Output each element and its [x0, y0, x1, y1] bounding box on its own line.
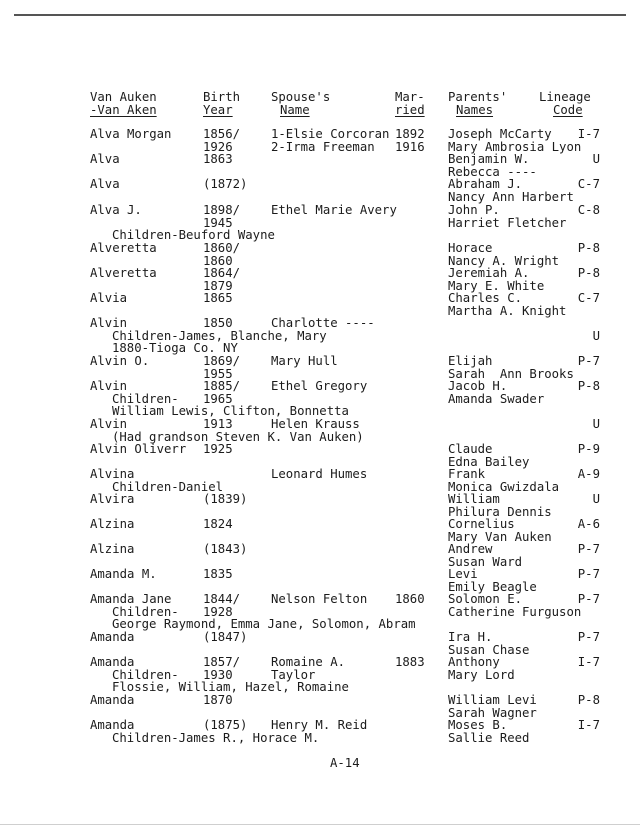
entry-birth-year: (1847) [203, 630, 248, 644]
header-married-line1: Mar- [395, 90, 425, 104]
entry-parents-name: Benjamin W. [448, 152, 530, 166]
entry-name: Amanda M. [90, 567, 157, 581]
entry-birth-year: 1925 [203, 442, 233, 456]
entry-parents-name: Susan Chase [448, 642, 530, 657]
entry-name: Alveretta [90, 266, 157, 280]
entry-birth-year: 1930 [203, 667, 233, 682]
entry-note: Children-James R., Horace M. [112, 730, 320, 745]
entry-parents-name: Joseph McCarty [448, 127, 552, 141]
entry-parents-name: Harriet Fletcher [448, 215, 567, 230]
entry-note: Children-James, Blanche, Mary [112, 328, 327, 343]
entry-name: Amanda [90, 693, 135, 707]
entry-spouse-name: Romaine A. [271, 655, 346, 669]
header-birth-line1: Birth [203, 90, 241, 104]
entry-married-year: 1892 [395, 127, 425, 141]
entry-birth-year: 1860/ [203, 241, 241, 255]
header-name-line2: -Van Aken [90, 103, 157, 117]
entry-name: Alvina [90, 467, 135, 481]
entry-parents-name: Horace [448, 241, 493, 255]
entry-birth-year: (1839) [203, 492, 248, 506]
entry-note: George Raymond, Emma Jane, Solomon, Abram [112, 617, 416, 632]
entry-birth-year: 1850 [203, 316, 233, 330]
entry-name: Alva J. [90, 203, 142, 217]
entry-parents-name: Andrew [448, 542, 493, 556]
entry-married-year: 1916 [395, 139, 425, 154]
entry-lineage-code: I-7 [577, 655, 600, 669]
entry-parents-name: Sarah Ann Brooks [448, 366, 574, 381]
entry-name: Alvin Oliverr [90, 442, 187, 456]
entry-name: Amanda [90, 630, 135, 644]
entry-birth-year: 1879 [203, 278, 233, 293]
entry-spouse-name: Charlotte ---- [271, 316, 375, 330]
header-parents-line1: Parents' [448, 90, 508, 104]
entry-parents-name: Sallie Reed [448, 730, 530, 745]
entry-parents-name: Levi [448, 567, 478, 581]
entry-birth-year: 1913 [203, 417, 233, 431]
entry-name: Alvin [90, 316, 128, 330]
entry-name: Alvira [90, 492, 135, 506]
entry-birth-year: 1898/ [203, 203, 241, 217]
entry-parents-name: Martha A. Knight [448, 303, 567, 318]
top-rule [14, 14, 626, 16]
entry-parents-name: Ira H. [448, 630, 493, 644]
entry-birth-year: 1860 [203, 253, 233, 268]
bottom-rule [0, 824, 640, 825]
entry-parents-name: Mary Ambrosia Lyon [448, 139, 582, 154]
entry-parents-name: William Levi [448, 693, 537, 707]
entry-name: Alva Morgan [90, 127, 172, 141]
entry-parents-name: Cornelius [448, 517, 515, 531]
entry-note: (Had grandson Steven K. Van Auken) [112, 429, 364, 444]
entry-name: Alva [90, 177, 120, 191]
entry-spouse-name: Ethel Marie Avery [271, 203, 397, 217]
entry-spouse-name: Taylor [271, 667, 316, 682]
entry-birth-year: (1843) [203, 542, 248, 556]
entry-parents-name: John P. [448, 203, 500, 217]
entry-birth-year: 1824 [203, 517, 233, 531]
entry-spouse-name: Nelson Felton [271, 592, 368, 606]
entry-spouse-name: Ethel Gregory [271, 379, 368, 393]
entry-birth-year: 1945 [203, 215, 233, 230]
entry-birth-year: 1856/ [203, 127, 241, 141]
entry-parents-name: Mary Lord [448, 667, 515, 682]
entry-lineage-code: P-7 [577, 354, 600, 368]
header-spouse-line1: Spouse's [271, 90, 331, 104]
entry-married-year: 1860 [395, 592, 425, 606]
entry-birth-year: 1865 [203, 291, 233, 305]
entry-parents-name: Rebecca ---- [448, 164, 537, 179]
entry-note: Children- [112, 391, 179, 406]
entry-lineage-code: C-7 [577, 177, 600, 191]
entry-parents-name: Philura Dennis [448, 504, 552, 519]
entry-parents-name: Nancy A. Wright [448, 253, 560, 268]
entry-birth-year: 1870 [203, 693, 233, 707]
entry-name: Amanda [90, 655, 135, 669]
entry-name: Alvin [90, 379, 128, 393]
entry-lineage-code: P-7 [577, 630, 600, 644]
entry-birth-year: 1965 [203, 391, 233, 406]
entry-lineage-code: U [592, 417, 600, 431]
entry-parents-name: Mary Van Auken [448, 529, 552, 544]
entry-name: Alvin [90, 417, 128, 431]
entry-birth-year: 1844/ [203, 592, 241, 606]
entry-name: Alvia [90, 291, 128, 305]
entry-parents-name: Monica Gwizdala [448, 479, 560, 494]
entry-parents-name: Catherine Furguson [448, 604, 582, 619]
entry-lineage-code: P-8 [577, 379, 600, 393]
entry-spouse-name: 2-Irma Freeman [271, 139, 375, 154]
entry-spouse-name: 1-Elsie Corcoran [271, 127, 390, 141]
entry-parents-name: Abraham J. [448, 177, 523, 191]
entry-lineage-code: P-9 [577, 442, 600, 456]
entry-parents-name: Anthony [448, 655, 500, 669]
entry-note: Children- [112, 604, 179, 619]
entry-lineage-code: P-7 [577, 592, 600, 606]
entry-birth-year: 1835 [203, 567, 233, 581]
entry-lineage-code: P-8 [577, 266, 600, 280]
entry-lineage-code: U [592, 328, 600, 343]
entry-lineage-code: A-6 [577, 517, 600, 531]
entry-birth-year: 1863 [203, 152, 233, 166]
entry-parents-name: Claude [448, 442, 493, 456]
entry-parents-name: Mary E. White [448, 278, 545, 293]
entry-name: Alzina [90, 542, 135, 556]
entry-parents-name: Amanda Swader [448, 391, 545, 406]
entry-birth-year: 1864/ [203, 266, 241, 280]
entry-birth-year: 1857/ [203, 655, 241, 669]
entry-lineage-code: C-8 [577, 203, 600, 217]
entry-note: Flossie, William, Hazel, Romaine [112, 680, 349, 695]
header-birth-line2: Year [203, 103, 233, 117]
entry-parents-name: Edna Bailey [448, 454, 530, 469]
entry-name: Alveretta [90, 241, 157, 255]
entry-parents-name: Sarah Wagner [448, 705, 537, 720]
entry-birth-year: 1955 [203, 366, 233, 381]
entry-lineage-code: A-9 [577, 467, 600, 481]
entry-parents-name: Charles C. [448, 291, 523, 305]
entry-parents-name: Jacob H. [448, 379, 508, 393]
header-lineage-line2: Code [553, 103, 583, 117]
entry-spouse-name: Leonard Humes [271, 467, 368, 481]
entry-note: Children- [112, 667, 179, 682]
entry-lineage-code: C-7 [577, 291, 600, 305]
header-parents-line2: Names [456, 103, 494, 117]
entry-birth-year: (1875) [203, 718, 248, 732]
entry-parents-name: Frank [448, 467, 486, 481]
entry-lineage-code: P-7 [577, 567, 600, 581]
page-number: A-14 [330, 756, 360, 770]
entry-parents-name: William [448, 492, 500, 506]
entry-lineage-code: I-7 [577, 718, 600, 732]
entry-note: William Lewis, Clifton, Bonnetta [112, 404, 349, 419]
entry-married-year: 1883 [395, 655, 425, 669]
entry-lineage-code: U [592, 152, 600, 166]
header-spouse-line2: Name [280, 103, 310, 117]
entry-parents-name: Elijah [448, 354, 493, 368]
entry-lineage-code: U [592, 492, 600, 506]
entry-note: Children-Daniel [112, 479, 224, 494]
entry-parents-name: Emily Beagle [448, 579, 537, 594]
entry-birth-year: 1926 [203, 139, 233, 154]
header-married-line2: ried [395, 103, 425, 117]
entry-name: Alvin O. [90, 354, 150, 368]
entry-spouse-name: Mary Hull [271, 354, 338, 368]
entry-birth-year: 1869/ [203, 354, 241, 368]
entry-lineage-code: P-8 [577, 241, 600, 255]
entry-note: 1880-Tioga Co. NY [112, 341, 238, 356]
entry-name: Amanda Jane [90, 592, 172, 606]
entry-spouse-name: Henry M. Reid [271, 718, 368, 732]
entry-name: Alva [90, 152, 120, 166]
entry-parents-name: Moses B. [448, 718, 508, 732]
entry-parents-name: Solomon E. [448, 592, 523, 606]
entry-birth-year: 1928 [203, 604, 233, 619]
entry-parents-name: Susan Ward [448, 554, 523, 569]
entry-parents-name: Nancy Ann Harbert [448, 189, 574, 204]
entry-lineage-code: P-7 [577, 542, 600, 556]
entry-note: Children-Beuford Wayne [112, 228, 275, 243]
entry-birth-year: (1872) [203, 177, 248, 191]
header-name-line1: Van Auken [90, 90, 157, 104]
entry-birth-year: 1885/ [203, 379, 241, 393]
entry-parents-name: Jeremiah A. [448, 266, 530, 280]
entry-spouse-name: Helen Krauss [271, 417, 360, 431]
entry-name: Alzina [90, 517, 135, 531]
header-lineage-line1: Lineage [539, 90, 591, 104]
entry-name: Amanda [90, 718, 135, 732]
entry-lineage-code: I-7 [577, 127, 600, 141]
entry-lineage-code: P-8 [577, 693, 600, 707]
